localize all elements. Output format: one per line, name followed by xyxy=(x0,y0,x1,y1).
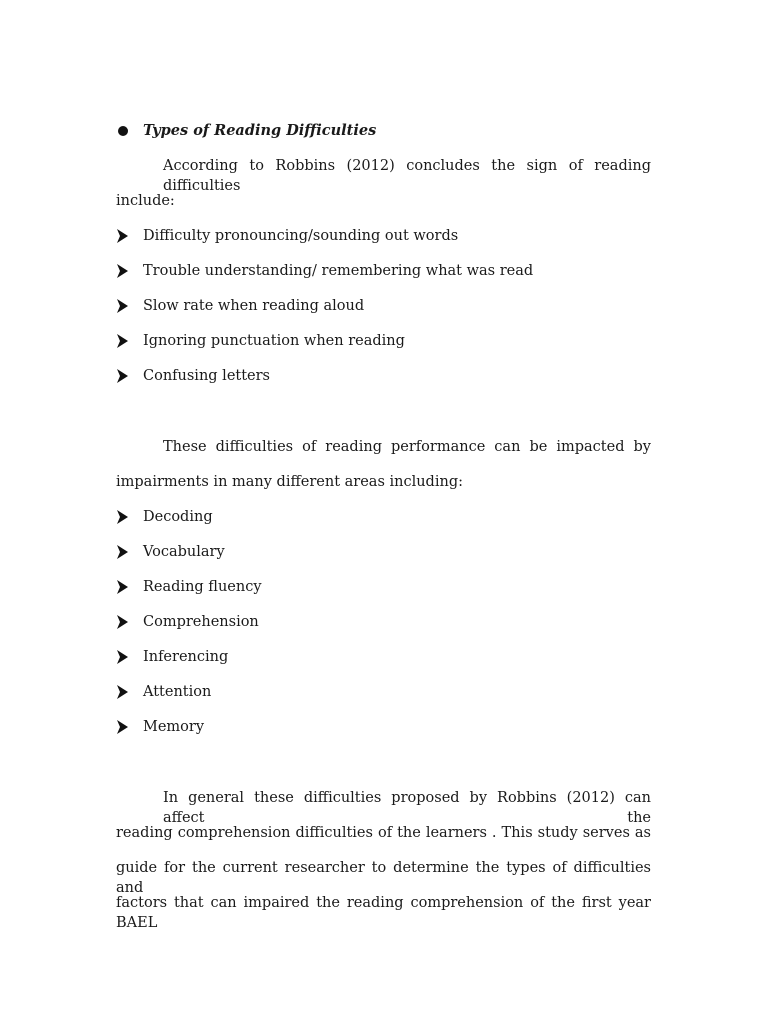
list-item: Vocabulary xyxy=(143,544,225,560)
arrow-bullet-icon xyxy=(116,264,128,278)
list-item: Memory xyxy=(143,719,205,735)
arrow-bullet-icon xyxy=(116,580,128,594)
list-item: Slow rate when reading aloud xyxy=(143,298,365,314)
arrow-bullet-icon xyxy=(116,299,128,313)
paragraph-3-line-3: guide for the current researcher to determine the types of difficulties and xyxy=(116,860,651,896)
paragraph-2-line-1: These difficulties of reading performance can be impacted by xyxy=(163,439,651,455)
paragraph-1-line-1: According to Robbins (2012) concludes the sign of reading difficulties xyxy=(163,158,651,194)
arrow-bullet-icon xyxy=(116,229,128,243)
list-item: Confusing letters xyxy=(143,368,271,384)
list-item: Ignoring punctuation when reading xyxy=(143,333,405,349)
paragraph-1-line-2: include: xyxy=(116,193,175,209)
list-item: Comprehension xyxy=(143,614,259,630)
arrow-bullet-icon xyxy=(116,685,128,699)
arrow-bullet-icon xyxy=(116,334,128,348)
arrow-bullet-icon xyxy=(116,650,128,664)
section-heading: Types of Reading Difficulties xyxy=(143,122,377,139)
paragraph-3-line-4: factors that can impaired the reading comprehension of the first year BAEL xyxy=(116,895,651,931)
list-item: Decoding xyxy=(143,509,213,525)
paragraph-3-line-2: reading comprehension difficulties of the learners . This study serves as xyxy=(116,825,651,841)
paragraph-2-line-2: impairments in many different areas including: xyxy=(116,474,463,490)
list-item: Difficulty pronouncing/sounding out words xyxy=(143,228,459,244)
list-item: Reading fluency xyxy=(143,579,262,595)
arrow-bullet-icon xyxy=(116,369,128,383)
arrow-bullet-icon xyxy=(116,545,128,559)
list-item: Attention xyxy=(143,684,212,700)
arrow-bullet-icon xyxy=(116,720,128,734)
heading-bullet-icon xyxy=(118,126,128,136)
list-item: Trouble understanding/ remembering what was read xyxy=(143,263,534,279)
list-item: Inferencing xyxy=(143,649,229,665)
paragraph-3-line-1: In general these difficulties proposed by Robbins (2012) can affect the xyxy=(163,790,651,826)
arrow-bullet-icon xyxy=(116,510,128,524)
arrow-bullet-icon xyxy=(116,615,128,629)
